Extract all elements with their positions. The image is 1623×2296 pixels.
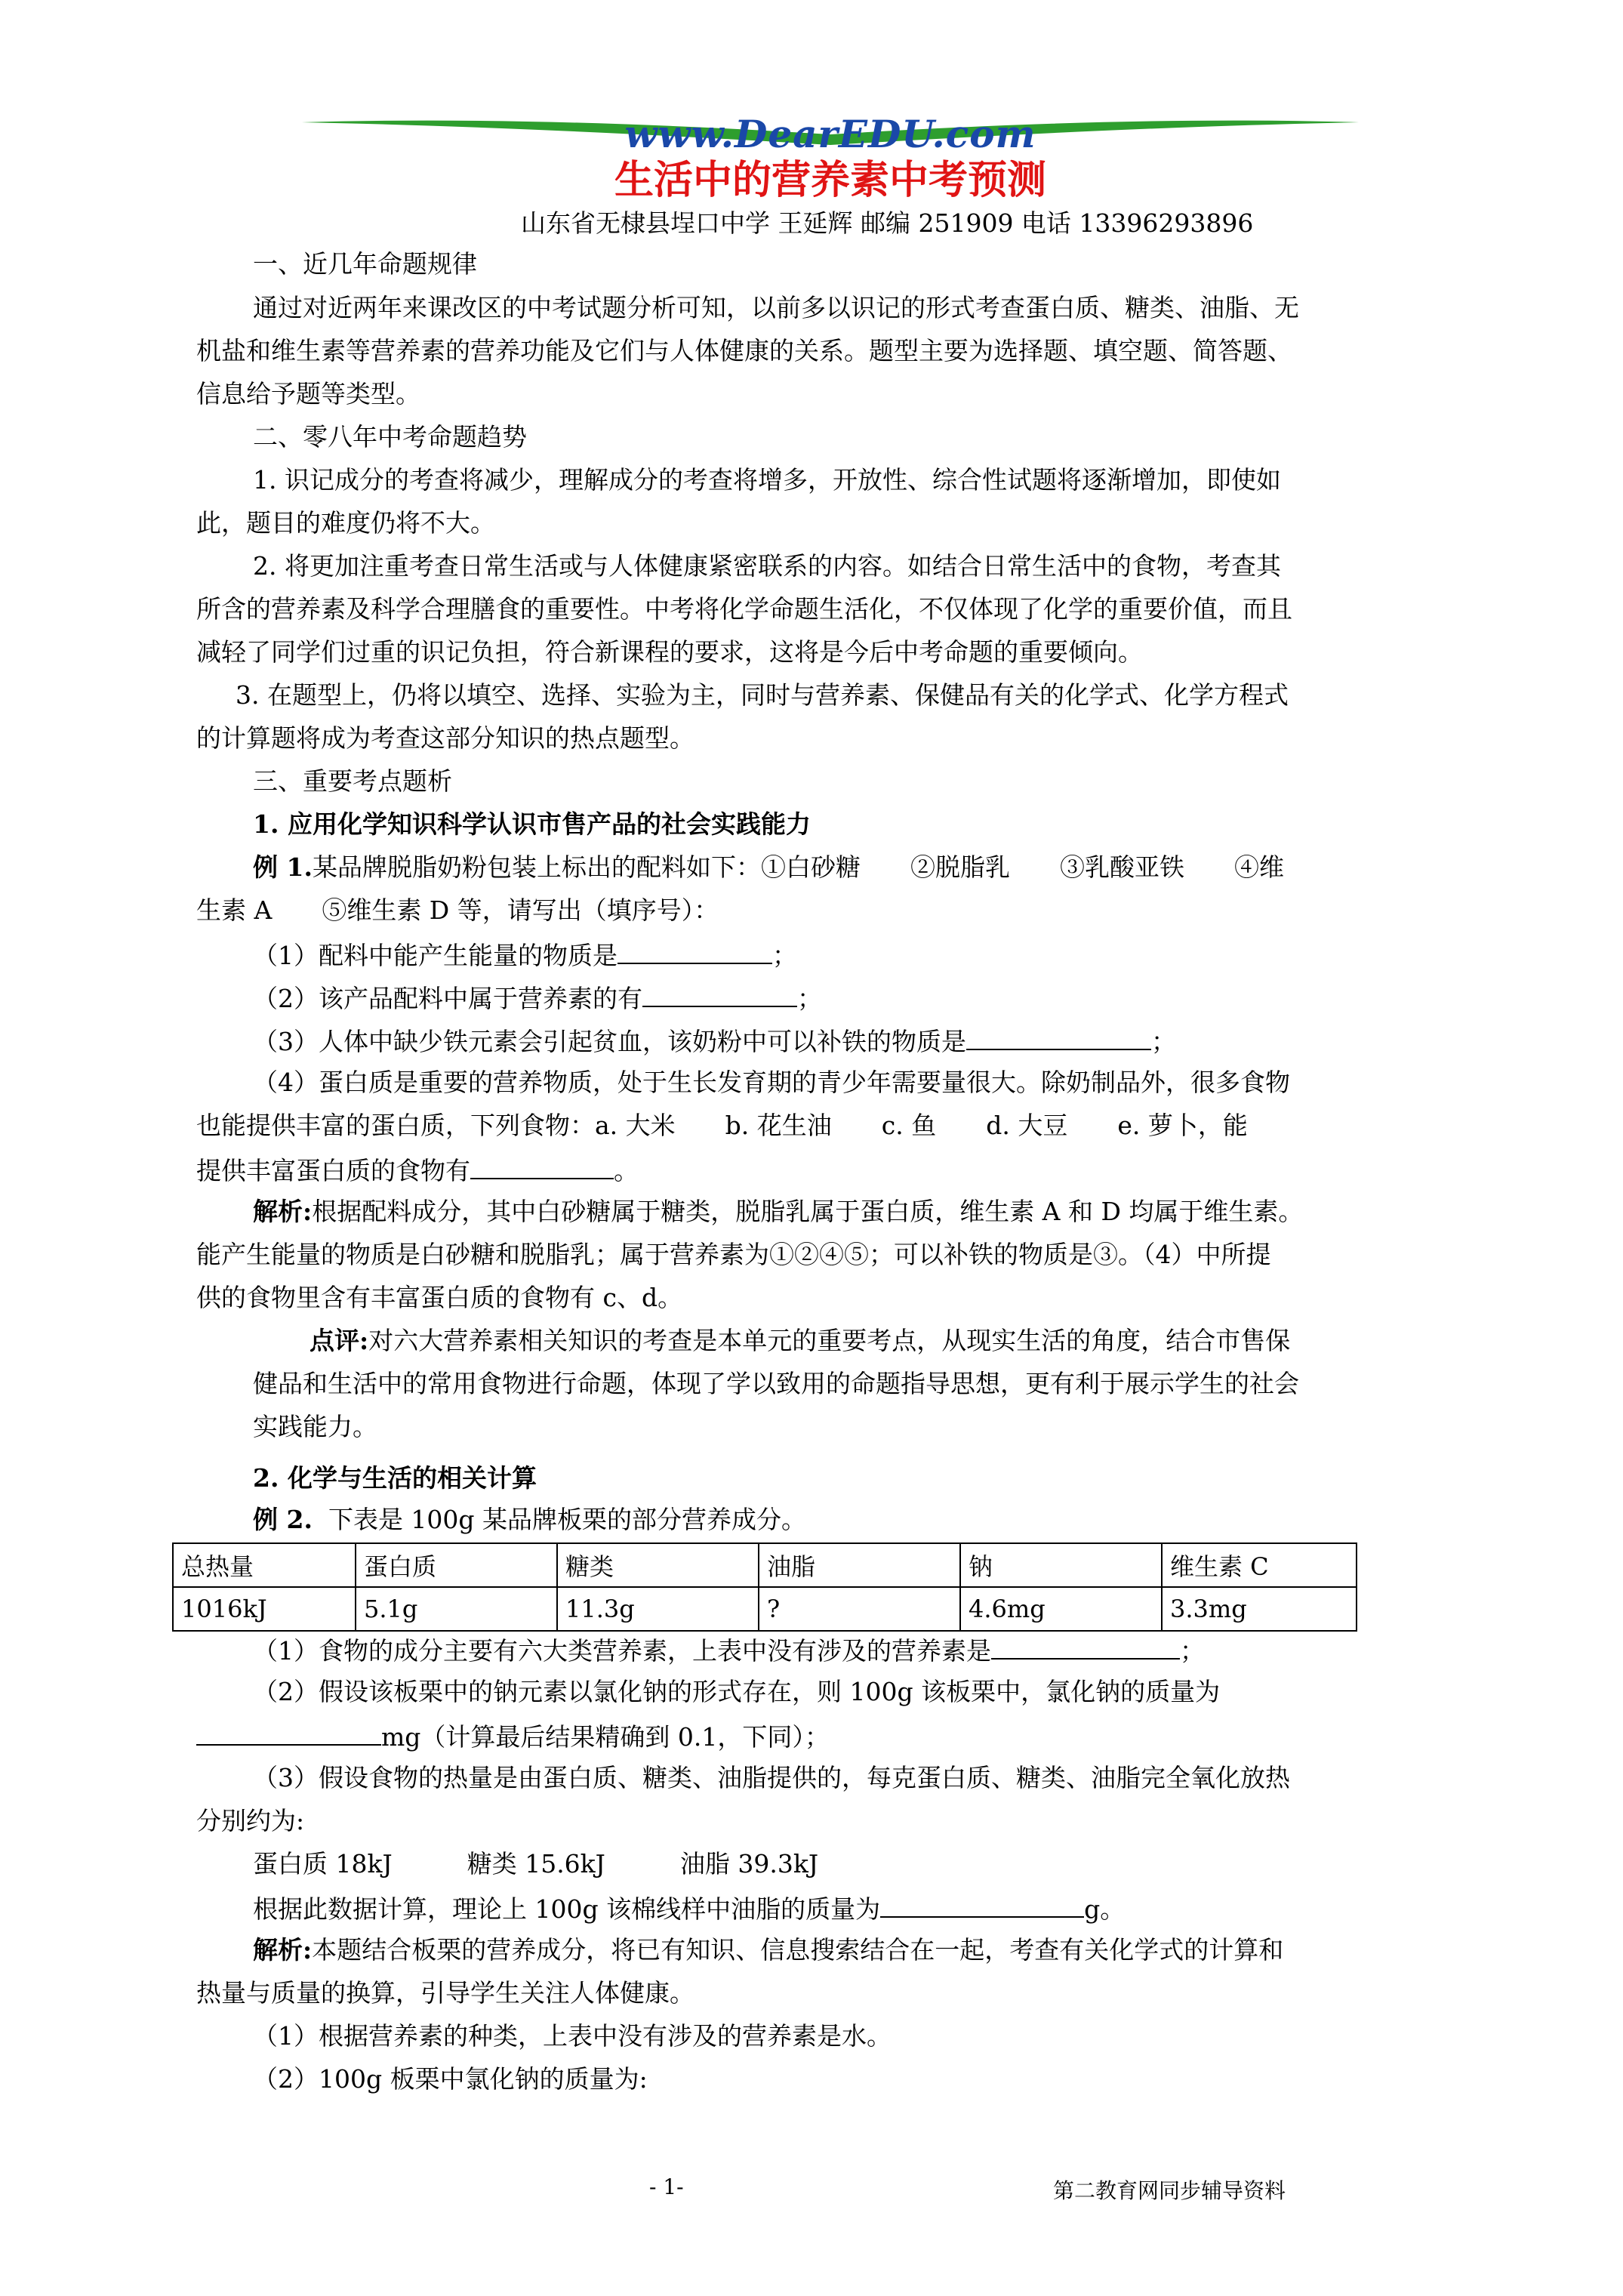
answer-blank <box>991 1634 1180 1660</box>
question-line: 根据此数据计算，理论上 100g 该棉线样中油脂的质量为 g。 <box>253 1892 1125 1925</box>
question-line: （2）假设该板栗中的钠元素以氯化钠的形式存在，则 100g 该板栗中，氯化钠的质量为 <box>253 1677 1221 1706</box>
paragraph-line: 所含的营养素及科学合理膳食的重要性。中考将化学命题生活化，不仅体现了化学的重要价值，而且 <box>196 594 1292 624</box>
question-line: （2）该产品配料中属于营养素的有 ； <box>253 982 822 1014</box>
analysis-label: 解析: <box>253 1935 313 1965</box>
answer-blank <box>880 1892 1084 1918</box>
question-line: （3）人体中缺少铁元素会引起贫血，该奶粉中可以补铁的物质是 ； <box>253 1025 1176 1057</box>
example-label: 例 2. <box>253 1505 313 1534</box>
example-1-line: 例 1.某品牌脱脂奶粉包装上标出的配料如下：①白砂糖 ②脱脂乳 ③乳酸亚铁 ④维 <box>253 852 1284 882</box>
analysis-line: 解析:本题结合板栗的营养成分，将已有知识、信息搜索结合在一起，考查有关化学式的计算和 <box>253 1935 1284 1965</box>
paragraph-line: 机盐和维生素等营养素的营养功能及它们与人体健康的关系。题型主要为选择题、填空题、简答题、 <box>196 336 1292 365</box>
paragraph-line: 1. 识记成分的考查将减少，理解成分的考查将增多，开放性、综合性试题将逐渐增加，即使如 <box>253 465 1281 495</box>
section-heading: 三、重要考点题析 <box>253 766 452 796</box>
paragraph-line: 实践能力。 <box>253 1412 377 1441</box>
table-header-cell: 蛋白质 <box>356 1543 557 1587</box>
heat-values-line: 蛋白质 18kJ 糖类 15.6kJ 油脂 39.3kJ <box>253 1849 819 1878</box>
paragraph-line: 2. 将更加注重考查日常生活或与人体健康紧密联系的内容。如结合日常生活中的食物，考查其 <box>253 551 1281 581</box>
question-line: （1）配料中能产生能量的物质是 ； <box>253 938 797 971</box>
answer-blank <box>966 1025 1151 1050</box>
answer-blank <box>617 938 772 964</box>
table-header-cell: 糖类 <box>557 1543 759 1587</box>
analysis-label: 解析: <box>253 1197 313 1226</box>
paragraph-line: 此，题目的难度仍将不大。 <box>196 508 495 538</box>
paragraph-line: 3. 在题型上，仍将以填空、选择、实验为主，同时与营养素、保健品有关的化学式、化学方程式 <box>236 680 1289 710</box>
table-cell: 5.1g <box>356 1587 557 1631</box>
table-cell: 11.3g <box>557 1587 759 1631</box>
question-line: 分别约为: <box>196 1806 305 1835</box>
table-header-cell: 总热量 <box>173 1543 356 1587</box>
example-2-line: 例 2. 下表是 100g 某品牌板栗的部分营养成分。 <box>253 1505 807 1534</box>
question-line: mg（计算最后结果精确到 0.1，下同）； <box>196 1720 830 1752</box>
nutrition-table <box>172 1542 1357 1632</box>
table-cell: 1016kJ <box>173 1587 356 1631</box>
paragraph-line: 通过对近两年来课改区的中考试题分析可知，以前多以识记的形式考查蛋白质、糖类、油脂、无 <box>253 293 1299 322</box>
paragraph-line: 生素 A ⑤维生素 D 等，请写出（填序号）： <box>196 895 719 925</box>
answer-blank <box>642 982 797 1007</box>
paragraph-line: 的计算题将成为考查这部分知识的热点题型。 <box>196 723 694 753</box>
example-label: 例 1. <box>253 852 313 882</box>
author-line: 山东省无棣县埕口中学 王延辉 邮编 251909 电话 13396293896 <box>521 208 1254 238</box>
paragraph-line: 健品和生活中的常用食物进行命题，体现了学以致用的命题指导思想，更有利于展示学生的社会 <box>253 1369 1299 1398</box>
question-line: 提供丰富蛋白质的食物有 。 <box>196 1154 639 1186</box>
paragraph-line: 减轻了同学们过重的识记负担，符合新课程的要求，这将是今后中考命题的重要倾向。 <box>196 637 1143 667</box>
table-header-cell: 油脂 <box>759 1543 960 1587</box>
paragraph-line: 热量与质量的换算，引导学生关注人体健康。 <box>196 1978 694 2008</box>
answer-blank <box>196 1720 381 1746</box>
comment-label: 点评: <box>310 1326 369 1355</box>
table-cell: ? <box>759 1587 960 1631</box>
logo-text: www.DearEDU.com <box>624 112 1036 156</box>
table-header-cell: 钠 <box>960 1543 1162 1587</box>
paragraph-line: 供的食物里含有丰富蛋白质的食物有 c、d。 <box>196 1283 683 1312</box>
page-title: 生活中的营养素中考预测 <box>614 157 1046 203</box>
footer-publisher: 第二教育网同步辅导资料 <box>1053 2178 1286 2203</box>
answer-blank <box>470 1154 614 1179</box>
paragraph-line: 信息给予题等类型。 <box>196 379 420 408</box>
paragraph-line: （1）根据营养素的种类，上表中没有涉及的营养素是水。 <box>253 2021 892 2051</box>
comment-line: 点评:对六大营养素相关知识的考查是本单元的重要考点，从现实生活的角度，结合市售保 <box>310 1326 1291 1355</box>
question-line: （3）假设食物的热量是由蛋白质、糖类、油脂提供的，每克蛋白质、糖类、油脂完全氧化放热 <box>253 1763 1290 1792</box>
section-heading: 一、近几年命题规律 <box>253 249 477 279</box>
table-header-row <box>173 1543 1357 1587</box>
table-cell: 4.6mg <box>960 1587 1162 1631</box>
section-heading: 二、零八年中考命题趋势 <box>253 422 527 451</box>
question-line: （1）食物的成分主要有六大类营养素，上表中没有涉及的营养素是 ； <box>253 1634 1205 1666</box>
table-cell: 3.3mg <box>1162 1587 1357 1631</box>
page-number: - 1- <box>649 2174 684 2199</box>
question-line: 也能提供丰富的蛋白质，下列食物：a. 大米 b. 花生油 c. 鱼 d. 大豆 e. 萝卜，能 <box>196 1111 1248 1140</box>
subsection-heading: 1. 应用化学知识科学认识市售产品的社会实践能力 <box>253 809 811 839</box>
paragraph-line: 能产生能量的物质是白砂糖和脱脂乳；属于营养素为①②④⑤；可以补铁的物质是③。（4）中所提 <box>196 1240 1271 1269</box>
paragraph-line: （2）100g 板栗中氯化钠的质量为: <box>253 2064 648 2094</box>
table-header-cell: 维生素 C <box>1162 1543 1357 1587</box>
subsection-heading: 2. 化学与生活的相关计算 <box>253 1463 537 1493</box>
analysis-line: 解析:根据配料成分，其中白砂糖属于糖类，脱脂乳属于蛋白质，维生素 A 和 D 均属于维生素。 <box>253 1197 1304 1226</box>
table-row <box>173 1587 1357 1631</box>
question-line: （4）蛋白质是重要的营养物质，处于生长发育期的青少年需要量很大。除奶制品外，很多食物 <box>253 1068 1290 1097</box>
